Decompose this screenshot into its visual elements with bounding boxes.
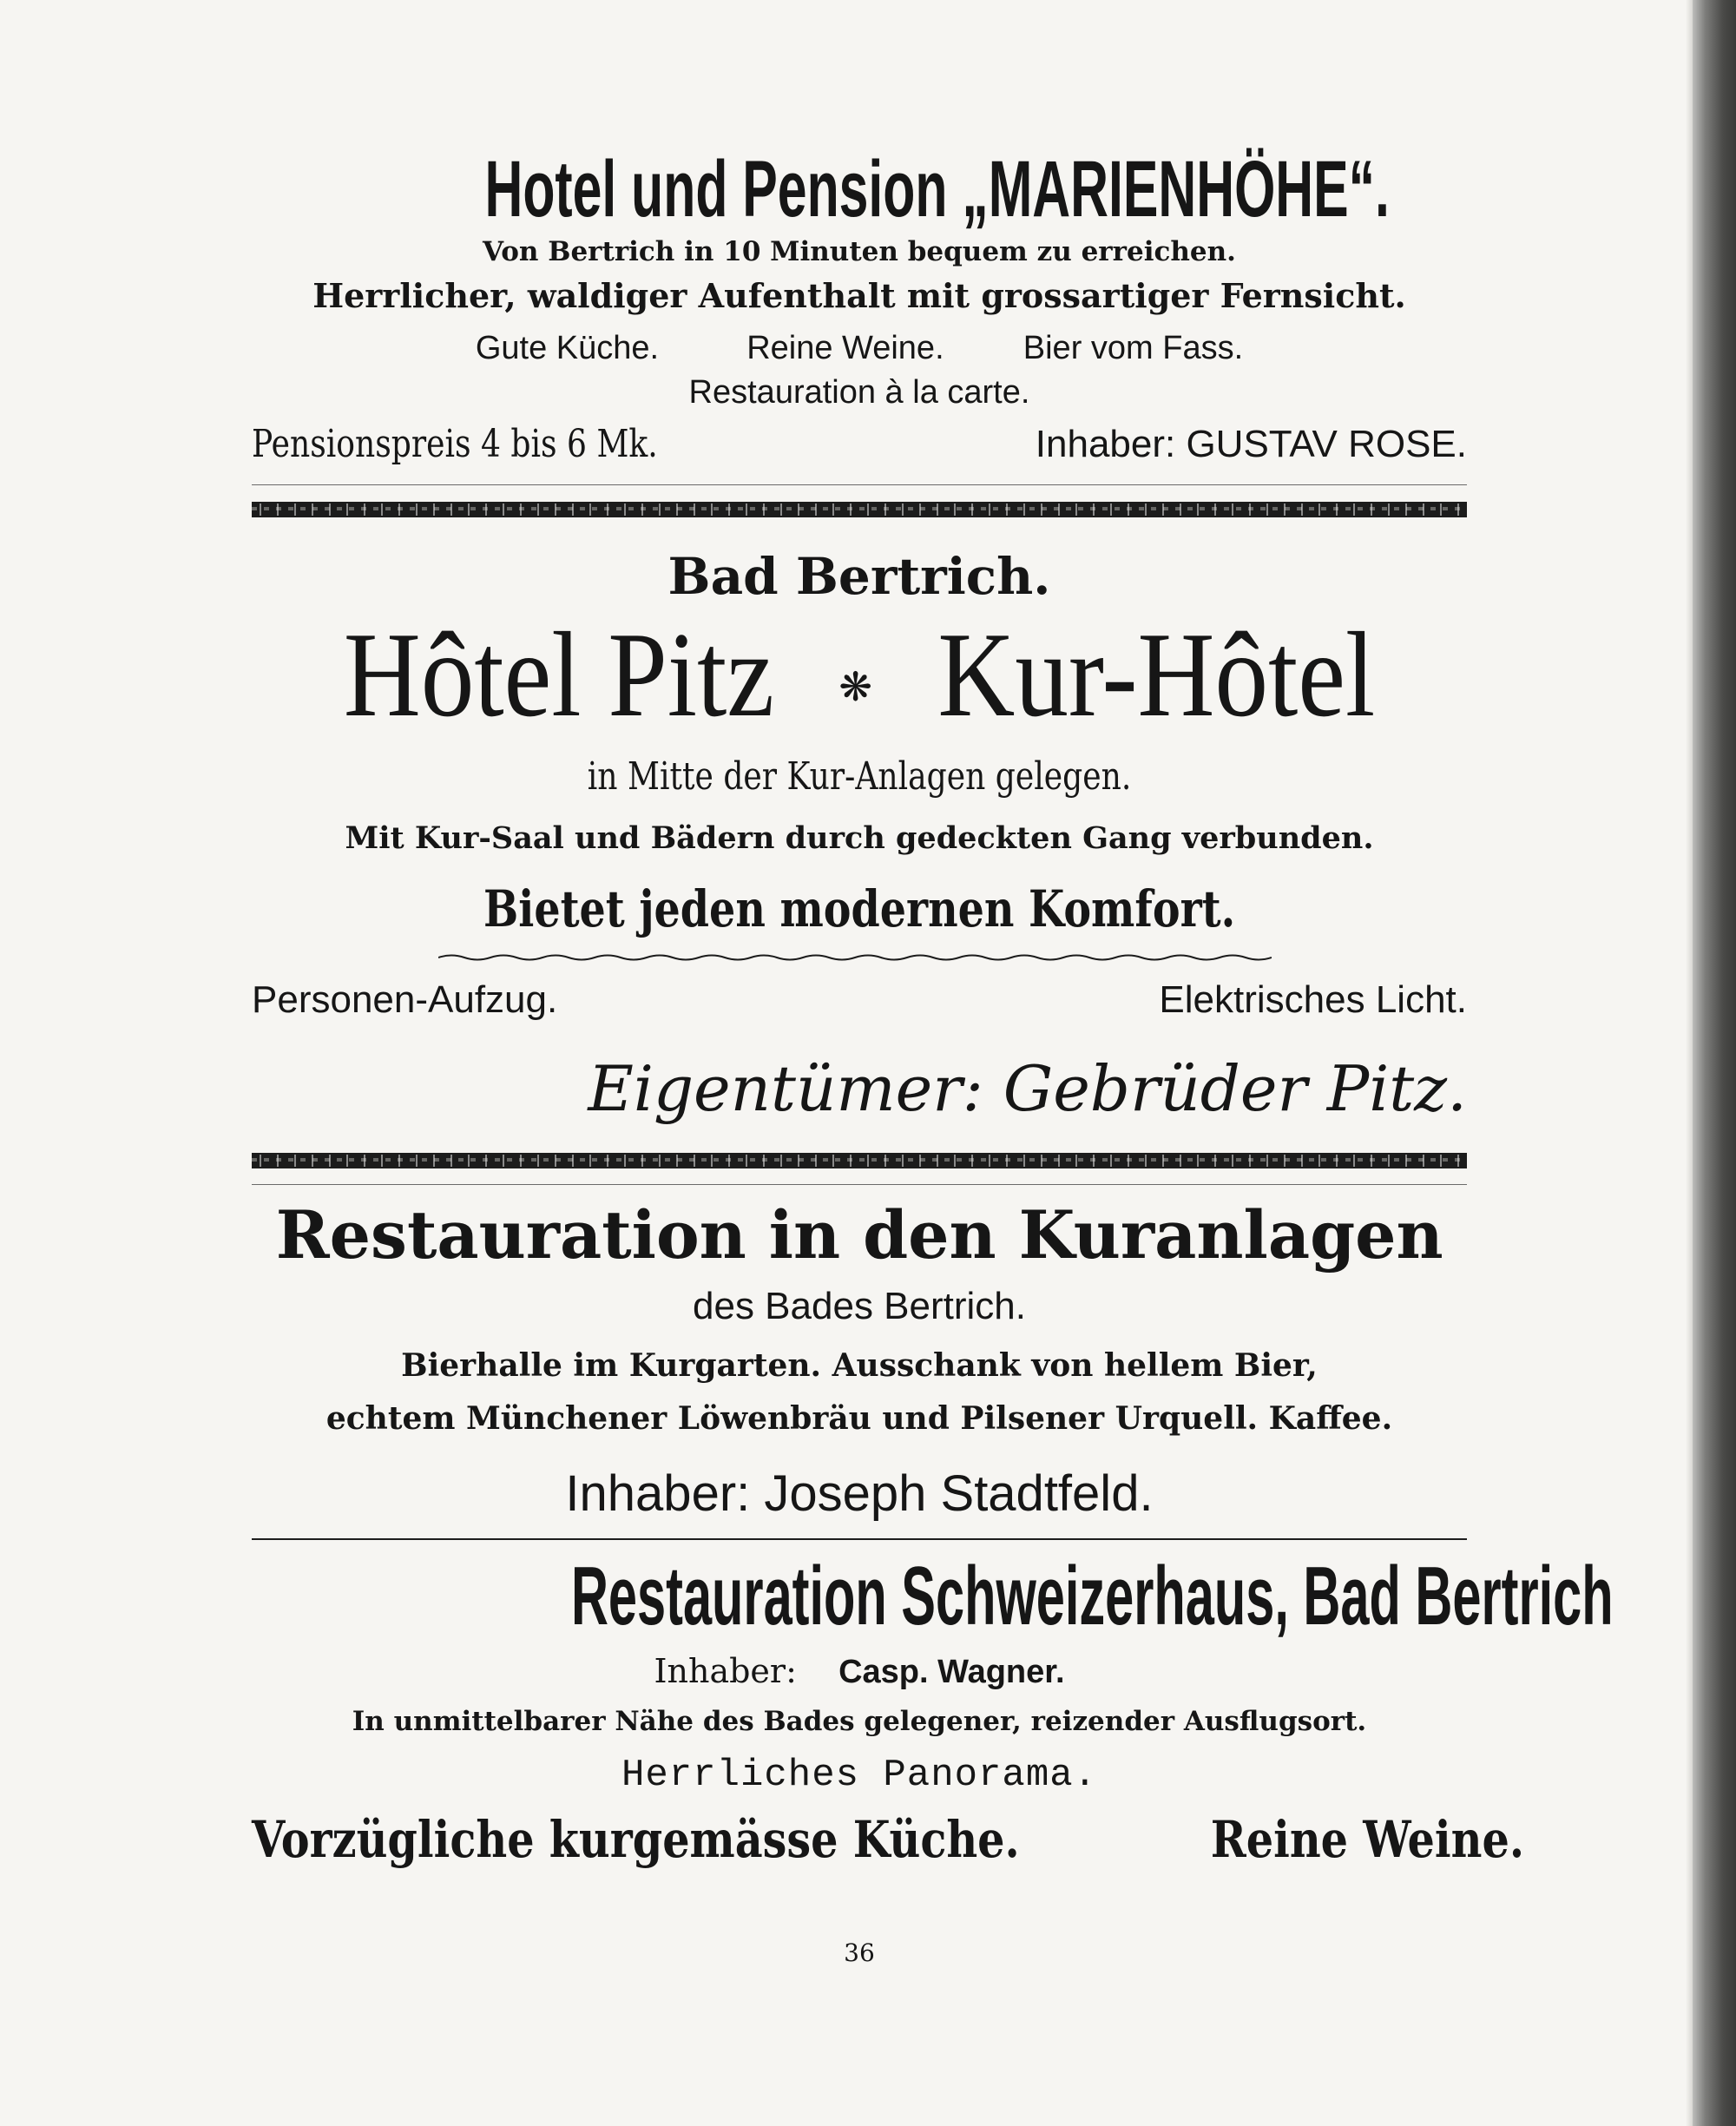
ad2-line2: Mit Kur-Saal und Bädern durch gedeckten Gang verbunden.	[345, 820, 1374, 856]
wavy-rule	[438, 953, 1272, 962]
page-number: 36	[844, 1938, 875, 1967]
ad1-line1: Von Bertrich in 10 Minuten bequem zu erreichen.	[483, 236, 1236, 267]
ornamental-border-2	[252, 1153, 1467, 1168]
divider-2	[252, 1184, 1467, 1185]
page-gutter-shadow	[1686, 0, 1693, 2126]
ad2-line3-row	[252, 879, 1467, 938]
ad1-line3-wine: Reine Weine.	[746, 330, 944, 366]
ad2-right-feature: Elektrisches Licht.	[1159, 978, 1467, 1021]
ad3-line2: Bierhalle im Kurgarten. Ausschank von hellem Bier,	[401, 1347, 1318, 1384]
ad2-line3: Bietet jeden modernen Komfort.	[483, 879, 1236, 938]
ad4-title-row	[252, 1550, 1614, 1642]
ad4-line3-kitchen: Vorzügliche kurgemässe Küche.	[252, 1810, 1020, 1869]
ad1-line3	[252, 332, 1467, 365]
ad4-line3-wine: Reine Weine.	[1210, 1810, 1524, 1869]
ad2-owner-row	[252, 1052, 1467, 1125]
book-binding-edge	[1693, 0, 1736, 2126]
ad1-owner: Inhaber: GUSTAV ROSE.	[1035, 423, 1467, 465]
ad3-title-row	[252, 1196, 1467, 1274]
ad1-footer	[252, 422, 1467, 466]
ad2-line1-row	[252, 754, 1467, 799]
ad3-title: Restauration in den Kuranlagen	[275, 1196, 1443, 1274]
ad1-price: Pensionspreis 4 bis 6 Mk.	[252, 422, 658, 466]
page	[252, 0, 1614, 2126]
ornamental-border-1	[252, 502, 1467, 517]
ad1-line2: Herrlicher, waldiger Aufenthalt mit grossartiger Fernsicht.	[312, 276, 1406, 315]
ad4-line1: In unmittelbarer Nähe des Bades gelegener, reizender Ausflugsort.	[352, 1706, 1367, 1737]
ad2-features	[252, 978, 1467, 1021]
ad2-owner: Eigentümer: Gebrüder Pitz.	[588, 1052, 1467, 1125]
ad1-title: Hotel und Pension „MARIENHÖHE“.	[484, 145, 1390, 234]
ad3-line1: des Bades Bertrich.	[693, 1285, 1026, 1327]
ad3-owner: Inhaber: Joseph Stadtfeld.	[565, 1465, 1154, 1522]
ad4-owner-name: Casp. Wagner.	[838, 1654, 1065, 1690]
ad4-owner-label: Inhaber:	[654, 1652, 797, 1690]
asterisk-ornament-icon: ❋	[838, 664, 872, 709]
ad4-line3	[252, 1810, 1524, 1869]
ad2-line1: in Mitte der Kur-Anlagen gelegen.	[587, 754, 1132, 799]
ad1-line3-kitchen: Gute Küche.	[475, 330, 660, 366]
ad4-title: Restauration Schweizerhaus, Bad Bertrich	[570, 1550, 1614, 1642]
ad2-title-right: Kur-Hôtel	[937, 608, 1376, 742]
ad1-title-row	[252, 145, 1467, 234]
ad1-line3-beer: Bier vom Fass.	[1023, 330, 1244, 366]
ad4-owner-row	[252, 1652, 1467, 1690]
ad2-title-left: Hôtel Pitz	[343, 608, 774, 742]
ad3-line3: echtem Münchener Löwenbräu und Pilsener Urquell. Kaffee.	[326, 1400, 1393, 1437]
divider-1	[252, 484, 1467, 485]
ad2-title-row	[252, 608, 1467, 742]
ad4-line2: Herrliches Panorama.	[621, 1754, 1098, 1797]
ad2-left-feature: Personen-Aufzug.	[252, 978, 558, 1021]
ad2-place: Bad Bertrich.	[667, 547, 1051, 606]
ad1-line4: Restauration à la carte.	[688, 374, 1030, 411]
divider-3	[252, 1538, 1467, 1540]
